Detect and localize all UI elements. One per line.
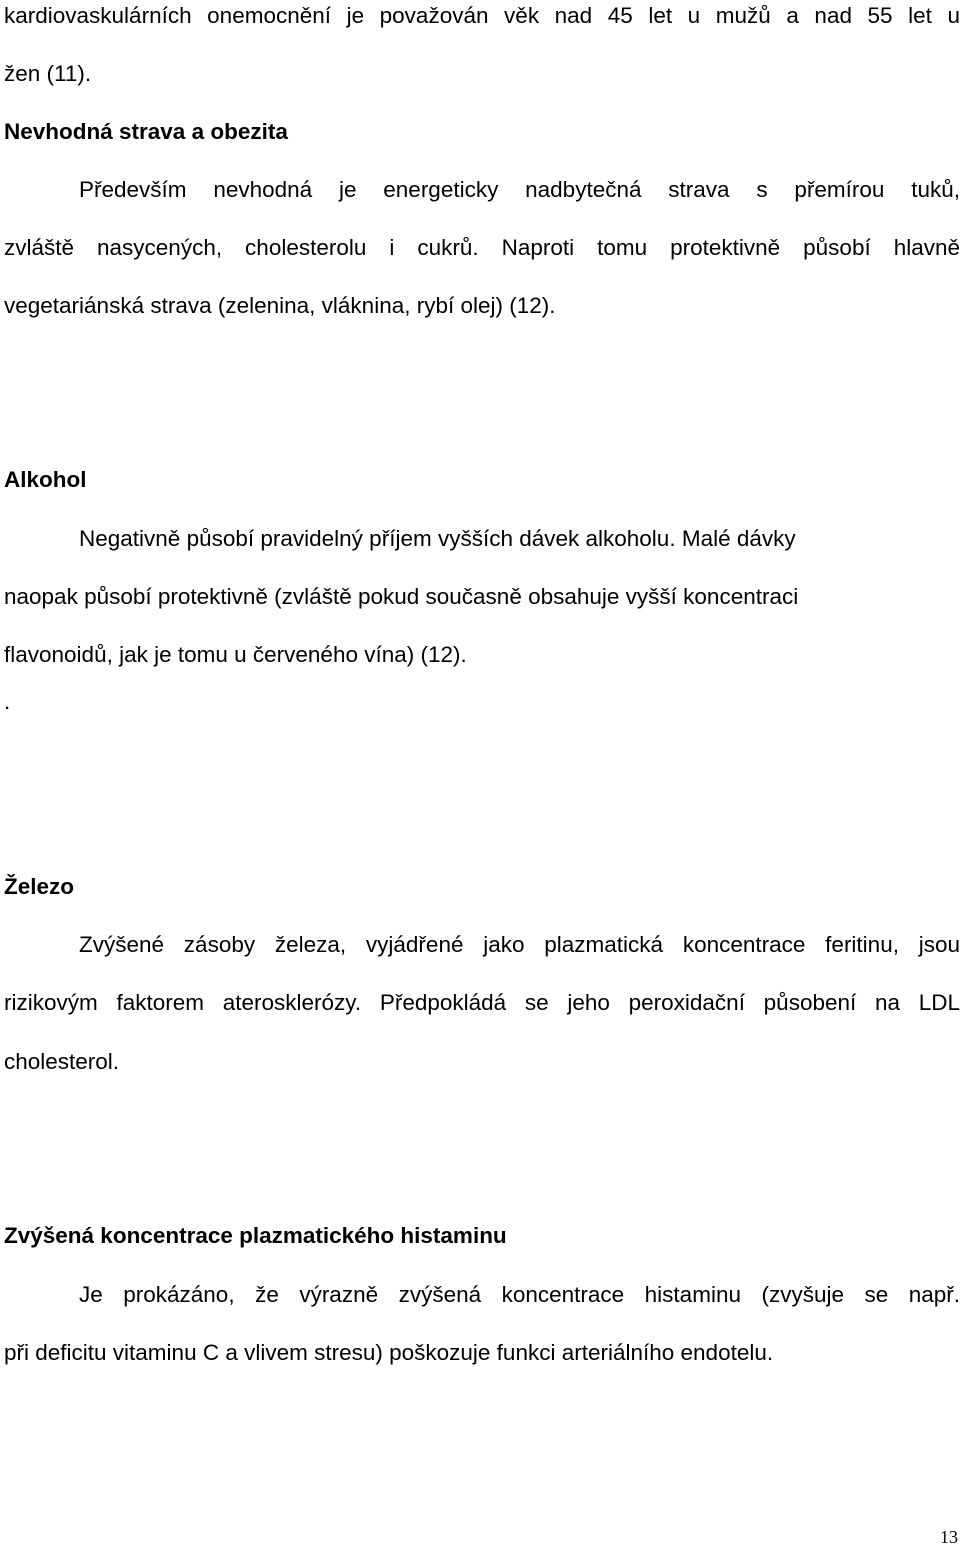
intro-line-1: kardiovaskulárních onemocnění je považován věk nad 45 let u mužů a nad 55 let u xyxy=(4,3,960,28)
section-heading-zelezo: Železo xyxy=(4,874,75,899)
alkohol-trailing-dot: . xyxy=(4,689,11,714)
alkohol-line-3: flavonoidů, jak je tomu u červeného vína) (12). xyxy=(4,642,467,667)
alkohol-line-2: naopak působí protektivně (zvláště pokud současně obsahuje vyšší koncentraci xyxy=(4,584,799,609)
section-heading-alkohol: Alkohol xyxy=(4,467,87,492)
zelezo-line-1: Zvýšené zásoby železa, vyjádřené jako plazmatická koncentrace feritinu, jsou xyxy=(79,932,960,957)
strava-line-1: Především nevhodná je energeticky nadbytečná strava s přemírou tuků, xyxy=(79,177,960,202)
section-heading-histamin: Zvýšená koncentrace plazmatického histaminu xyxy=(4,1223,507,1248)
section-heading-strava: Nevhodná strava a obezita xyxy=(4,119,288,144)
intro-line-2: žen (11). xyxy=(4,61,92,86)
strava-line-3: vegetariánská strava (zelenina, vláknina, rybí olej) (12). xyxy=(4,293,556,318)
zelezo-line-3: cholesterol. xyxy=(4,1049,120,1074)
zelezo-line-2: rizikovým faktorem aterosklerózy. Předpokládá se jeho peroxidační působení na LDL xyxy=(4,990,960,1015)
page-number: 13 xyxy=(940,1527,958,1547)
strava-line-2: zvláště nasycených, cholesterolu i cukrů. Naproti tomu protektivně působí hlavně xyxy=(4,235,960,260)
alkohol-line-1: Negativně působí pravidelný příjem vyšších dávek alkoholu. Malé dávky xyxy=(79,526,796,551)
histamin-line-1: Je prokázáno, že výrazně zvýšená koncentrace histaminu (zvyšuje se např. xyxy=(79,1282,960,1307)
histamin-line-2: při deficitu vitaminu C a vlivem stresu) poškozuje funkci arteriálního endotelu. xyxy=(4,1340,774,1365)
